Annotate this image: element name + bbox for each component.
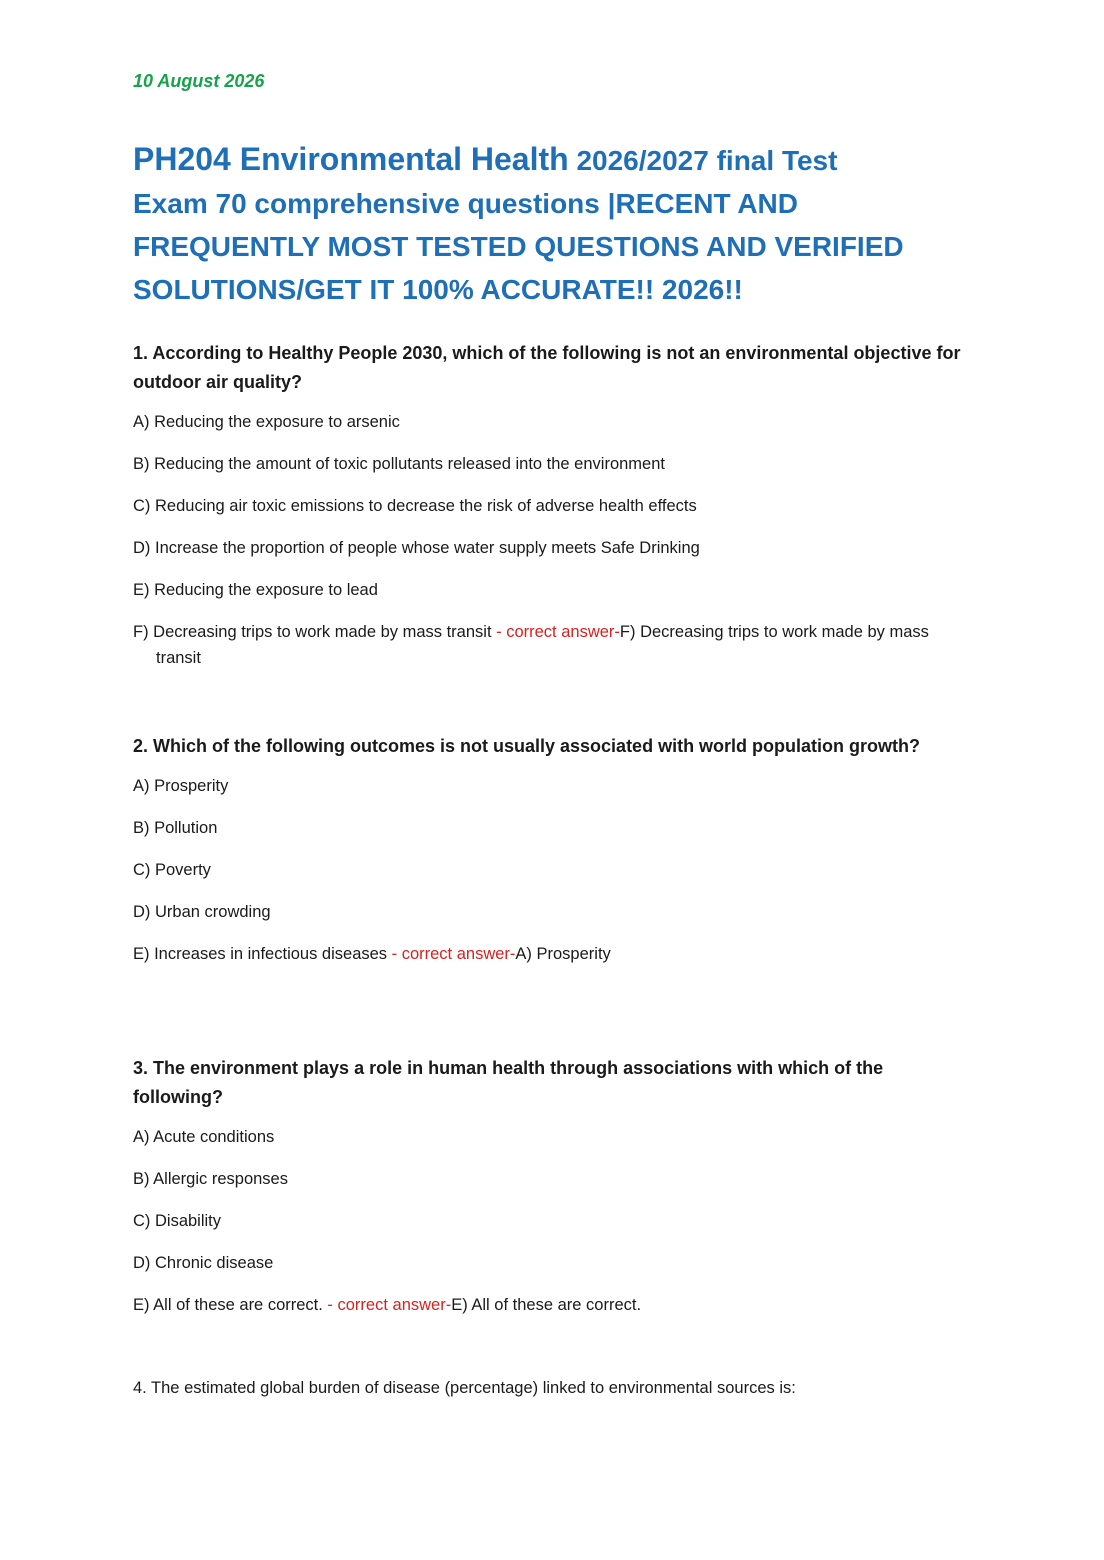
- option-b: B) Allergic responses: [133, 1170, 288, 1188]
- question-text: 2. Which of the following outcomes is not usually associated with world population growth?: [133, 736, 921, 756]
- option-e: [133, 1292, 963, 1318]
- option-a: A) Acute conditions: [133, 1128, 275, 1146]
- question-text: 3. The environment plays a role in human health through associations with which of the following?: [133, 1058, 884, 1107]
- correct-answer-marker: - correct answer-: [391, 945, 516, 963]
- option-c: C) Disability: [133, 1212, 222, 1230]
- option-e: E) Reducing the exposure to lead: [133, 581, 378, 599]
- option-d: D) Increase the proportion of people whose water supply meets Safe Drinking: [133, 539, 700, 557]
- option-d: D) Urban crowding: [133, 903, 271, 921]
- option-e: [133, 941, 963, 967]
- title-line-1: [133, 136, 963, 182]
- option-e-text: E) Increases in infectious diseases: [133, 945, 392, 963]
- document-title: [133, 136, 963, 311]
- question-3: [133, 1054, 963, 1334]
- document-date: 10 August 2026: [133, 71, 265, 91]
- answer-text: F) Decreasing trips to work made by mass transit: [156, 623, 929, 667]
- option-f: [133, 619, 963, 671]
- correct-answer-marker: - correct answer-: [496, 623, 620, 641]
- option-e-text: E) All of these are correct.: [133, 1296, 328, 1314]
- title-line-2: Exam 70 comprehensive questions |RECENT AND: [133, 188, 798, 219]
- option-d: D) Chronic disease: [133, 1254, 274, 1272]
- title-year: 2026/2027 final Test: [568, 145, 838, 176]
- question-4: [133, 1375, 963, 1401]
- correct-answer-marker: - correct answer-: [327, 1296, 452, 1314]
- title-course: PH204 Environmental Health: [133, 141, 569, 177]
- option-c: C) Poverty: [133, 861, 211, 879]
- option-b: B) Pollution: [133, 819, 218, 837]
- question-2: [133, 732, 963, 983]
- answer-text: A) Prosperity: [515, 945, 611, 963]
- answer-text: E) All of these are correct.: [451, 1296, 642, 1314]
- title-line-4: SOLUTIONS/GET IT 100% ACCURATE!! 2026!!: [133, 274, 743, 305]
- title-line-3: FREQUENTLY MOST TESTED QUESTIONS AND VERIFIED: [133, 231, 904, 262]
- option-a: A) Prosperity: [133, 777, 229, 795]
- question-text: 1. According to Healthy People 2030, which of the following is not an environmental objective for outdoor air quality?: [133, 343, 961, 392]
- option-b: B) Reducing the amount of toxic pollutants released into the environment: [133, 455, 665, 473]
- question-1: [133, 339, 963, 687]
- options-list: [133, 1124, 963, 1318]
- option-a: A) Reducing the exposure to arsenic: [133, 413, 400, 431]
- options-list: [133, 409, 963, 671]
- options-list: [133, 773, 963, 967]
- option-f-text: F) Decreasing trips to work made by mass transit: [133, 623, 497, 641]
- question-text: 4. The estimated global burden of disease (percentage) linked to environmental sources is:: [133, 1379, 796, 1397]
- option-c: C) Reducing air toxic emissions to decrease the risk of adverse health effects: [133, 497, 697, 515]
